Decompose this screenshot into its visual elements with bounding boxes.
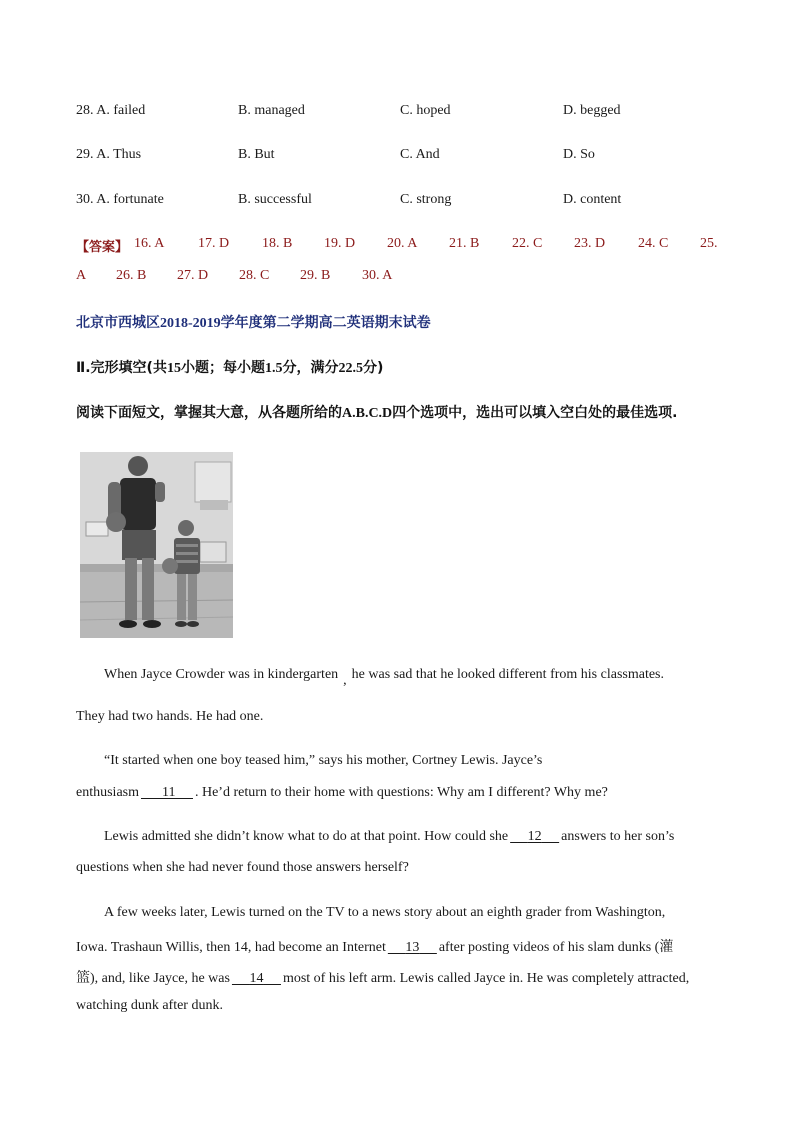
answer-key-line-2 [76, 268, 736, 288]
option-c: C. hoped [400, 103, 451, 118]
answer-item: 25. [700, 236, 718, 251]
passage-paragraph-4-line-2: Iowa. Trashaun Willis, then 14, had become an Internet 13 after posting videos of his slam dunks (灌 [76, 940, 674, 955]
option-b: B. But [238, 147, 275, 162]
option-c: C. strong [400, 192, 452, 207]
answer-item: 18. B [262, 236, 293, 251]
option-row-29 [76, 147, 756, 167]
option-d: D. content [563, 192, 622, 207]
passage-paragraph-4-line-3: 篮), and, like Jayce, he was 14 most of his left arm. Lewis called Jayce in. He was completely attracted, [76, 971, 690, 986]
option-c: C. And [400, 147, 440, 162]
answer-item: 26. B [116, 268, 147, 283]
option-row-30 [76, 192, 756, 212]
option-d: D. So [563, 147, 595, 162]
option-a: 28. A. failed [76, 103, 146, 118]
option-a: 29. A. Thus [76, 147, 142, 162]
option-b: B. successful [238, 192, 312, 207]
blank-14: 14 [249, 971, 264, 986]
answer-item: A [76, 268, 87, 283]
blank-13: 13 [405, 940, 420, 955]
answer-item: 24. C [638, 236, 669, 251]
passage-paragraph-4-line-1: A few weeks later, Lewis turned on the TV to a news story about an eighth grader from Washington, [104, 905, 666, 920]
passage-paragraph-3-line-2: questions when she had never found those answers herself? [76, 860, 409, 875]
answer-key-line-1 [76, 236, 736, 256]
passage-paragraph-3-line-1: Lewis admitted she didn’t know what to do at that point. How could she 12 answers to her son’s [104, 829, 675, 844]
answer-item: 19. D [324, 236, 356, 251]
passage-paragraph-2-line-1: “It started when one boy teased him,” says his mother, Cortney Lewis. Jayce’s [104, 753, 543, 768]
passage-paragraph-4-line-4: watching dunk after dunk. [76, 998, 223, 1013]
passage-paragraph-1-line-1: When Jayce Crowder was in kindergarten , he was sad that he looked different from his classmates. [104, 667, 664, 688]
answer-tag: 【答案】 [76, 240, 129, 255]
option-d: D. begged [563, 103, 621, 118]
answer-item: 23. D [574, 236, 606, 251]
passage-paragraph-1-line-2: They had two hands. He had one. [76, 709, 264, 724]
option-row-28 [76, 103, 756, 123]
blank-12: 12 [527, 829, 542, 844]
answer-item: 16. A [134, 236, 165, 251]
answer-item: 30. A [362, 268, 393, 283]
passage-paragraph-2-line-2: enthusiasm 11 . He’d return to their home with questions: Why am I different? Why me? [76, 785, 608, 800]
answer-item: 21. B [449, 236, 480, 251]
option-a: 30. A. fortunate [76, 192, 164, 207]
answer-item: 27. D [177, 268, 209, 283]
option-b: B. managed [238, 103, 305, 118]
exam-title: 北京市西城区2018-2019学年度第二学期高二英语期末试卷 [76, 315, 431, 331]
answer-item: 20. A [387, 236, 418, 251]
blank-11: 11 [162, 785, 176, 800]
answer-item: 17. D [198, 236, 230, 251]
instruction-text: 阅读下面短文，掌握其大意，从各题所给的A.B.C.D四个选项中，选出可以填入空白处的最佳选项. [76, 405, 678, 421]
basketball-players-photo [80, 452, 233, 638]
answer-item: 28. C [239, 268, 270, 283]
answer-item: 29. B [300, 268, 331, 283]
section-heading: Ⅱ.完形填空(共15小题；每小题1.5分，满分22.5分) [76, 360, 384, 376]
answer-item: 22. C [512, 236, 543, 251]
